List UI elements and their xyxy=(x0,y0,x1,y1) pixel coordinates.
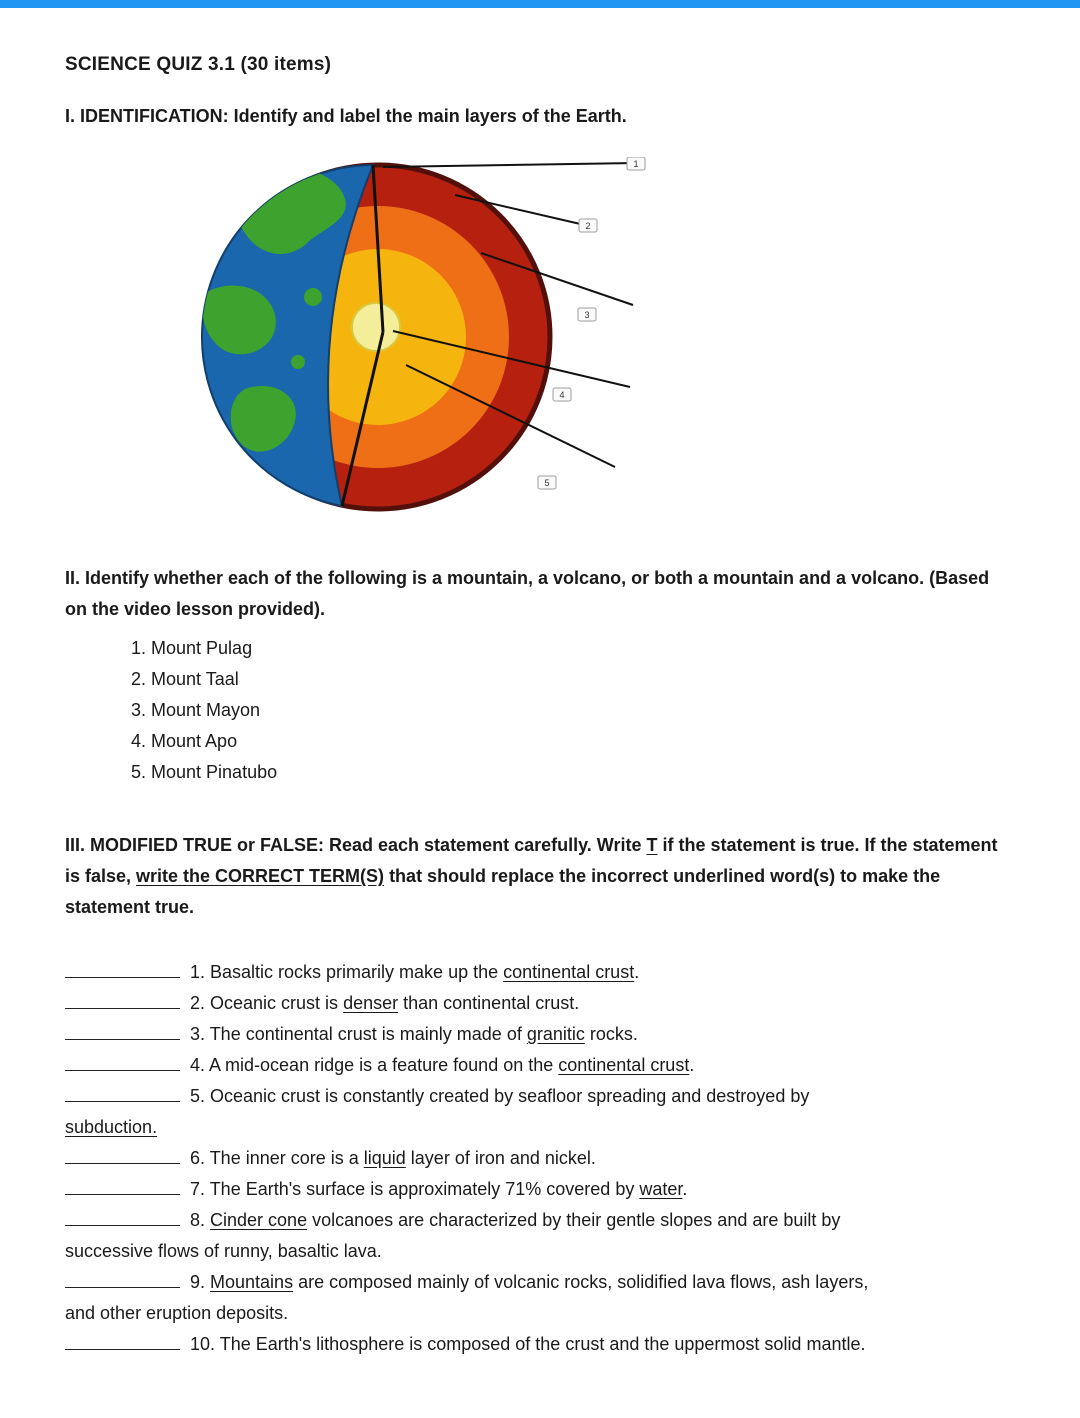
question-5 xyxy=(65,1081,1015,1143)
text-segment: 7. The Earth's surface is approximately 71% covered by xyxy=(185,1179,640,1199)
question-line xyxy=(65,1329,1015,1360)
mountain-item-5: 5. Mount Pinatubo xyxy=(131,762,278,782)
answer-blank xyxy=(65,1056,180,1071)
answer-blank xyxy=(65,1149,180,1164)
text-segment: continental crust xyxy=(558,1055,690,1075)
text-segment: 5. Oceanic crust is constantly created by seafloor spreading and destroyed by xyxy=(185,1086,810,1106)
svg-text:2: 2 xyxy=(585,221,591,231)
text-segment: 3. The continental crust is mainly made of xyxy=(185,1024,527,1044)
text-segment: layer of iron and nickel. xyxy=(405,1148,596,1168)
diagram-label-5 xyxy=(538,476,556,489)
svg-text:1: 1 xyxy=(633,159,639,169)
answer-blank xyxy=(65,1025,180,1040)
question-line xyxy=(65,988,1015,1019)
text-segment: 2. Oceanic crust is xyxy=(185,993,344,1013)
question-6 xyxy=(65,1143,1015,1174)
question-9 xyxy=(65,1267,1015,1329)
answer-blank xyxy=(65,963,180,978)
text-segment: are composed mainly of volcanic rocks, solidified lava flows, ash layers, xyxy=(293,1272,869,1292)
top-accent-bar xyxy=(0,0,1080,8)
text-segment: continental crust xyxy=(503,962,635,982)
question-3 xyxy=(65,1019,1015,1050)
answer-blank xyxy=(65,1180,180,1195)
diagram-label-3 xyxy=(578,308,596,321)
question-line xyxy=(65,1112,1015,1143)
question-line xyxy=(65,1174,1015,1205)
true-false-questions xyxy=(65,957,1015,1360)
section2-list xyxy=(131,633,1015,788)
question-line xyxy=(65,1298,1015,1329)
question-line xyxy=(65,1143,1015,1174)
question-line xyxy=(65,1050,1015,1081)
text-segment: than continental crust. xyxy=(398,993,580,1013)
question-1 xyxy=(65,957,1015,988)
text-segment: 8. xyxy=(185,1210,211,1230)
svg-text:4: 4 xyxy=(559,390,565,400)
text-segment: and other eruption deposits. xyxy=(65,1303,289,1323)
text-segment: successive flows of runny, basaltic lava. xyxy=(65,1241,382,1261)
text-segment: Cinder cone xyxy=(210,1210,308,1230)
text-segment: denser xyxy=(343,993,399,1013)
diagram-label-1 xyxy=(627,157,645,170)
question-line xyxy=(65,1236,1015,1267)
answer-blank xyxy=(65,1211,180,1226)
mountain-item-1: 1. Mount Pulag xyxy=(131,638,253,658)
question-2 xyxy=(65,988,1015,1019)
mountain-item-2: 2. Mount Taal xyxy=(131,669,239,689)
section3-heading xyxy=(65,830,1015,923)
text-segment: subduction. xyxy=(65,1117,158,1137)
text-segment: . xyxy=(634,962,640,982)
text-segment: that should replace the incorrect underlined word(s) to make the statement true. xyxy=(65,866,941,917)
page-content xyxy=(0,8,1080,1400)
text-segment: if the statement is true. If the statement is false, xyxy=(65,835,998,886)
question-4 xyxy=(65,1050,1015,1081)
question-line xyxy=(65,1081,1015,1112)
text-segment: write the CORRECT TERM(S) xyxy=(136,866,385,886)
answer-blank xyxy=(65,1335,180,1350)
answer-blank xyxy=(65,994,180,1009)
quiz-title: SCIENCE QUIZ 3.1 (30 items) xyxy=(65,54,332,75)
diagram-label-4 xyxy=(553,388,571,401)
diagram-label-2 xyxy=(579,219,597,232)
earth-layers-svg xyxy=(193,157,663,517)
question-10 xyxy=(65,1329,1015,1360)
text-segment: volcanoes are characterized by their gentle slopes and are built by xyxy=(307,1210,841,1230)
svg-text:5: 5 xyxy=(544,478,550,488)
text-segment: water xyxy=(639,1179,683,1199)
section1-heading: I. IDENTIFICATION: Identify and label the main layers of the Earth. xyxy=(65,106,627,126)
question-line xyxy=(65,1267,1015,1298)
mountain-item-4: 4. Mount Apo xyxy=(131,731,238,751)
text-segment: rocks. xyxy=(584,1024,638,1044)
text-segment: 6. The inner core is a xyxy=(185,1148,364,1168)
question-line xyxy=(65,1019,1015,1050)
text-segment: granitic xyxy=(526,1024,585,1044)
answer-blank xyxy=(65,1087,180,1102)
question-8 xyxy=(65,1205,1015,1267)
text-segment: liquid xyxy=(363,1148,406,1168)
answer-blank xyxy=(65,1273,180,1288)
section2-heading: II. Identify whether each of the following is a mountain, a volcano, or both a mountain and a volcano. (Based on the video lesson provided). xyxy=(65,568,990,619)
text-segment: 10. The Earth's lithosphere is composed of the crust and the uppermost solid mantle. xyxy=(185,1334,866,1354)
text-segment: 4. A mid-ocean ridge is a feature found on the xyxy=(185,1055,559,1075)
question-line xyxy=(65,957,1015,988)
mountain-item-3: 3. Mount Mayon xyxy=(131,700,261,720)
text-segment: . xyxy=(689,1055,695,1075)
earth-layers-diagram xyxy=(193,157,663,517)
text-segment: 9. xyxy=(185,1272,211,1292)
text-segment: T xyxy=(646,835,658,855)
text-segment: III. MODIFIED TRUE or FALSE: Read each statement carefully. Write xyxy=(65,835,647,855)
text-segment: . xyxy=(682,1179,688,1199)
svg-text:3: 3 xyxy=(584,310,590,320)
text-segment: Mountains xyxy=(210,1272,294,1292)
question-7 xyxy=(65,1174,1015,1205)
text-segment: 1. Basaltic rocks primarily make up the xyxy=(185,962,504,982)
question-line xyxy=(65,1205,1015,1236)
